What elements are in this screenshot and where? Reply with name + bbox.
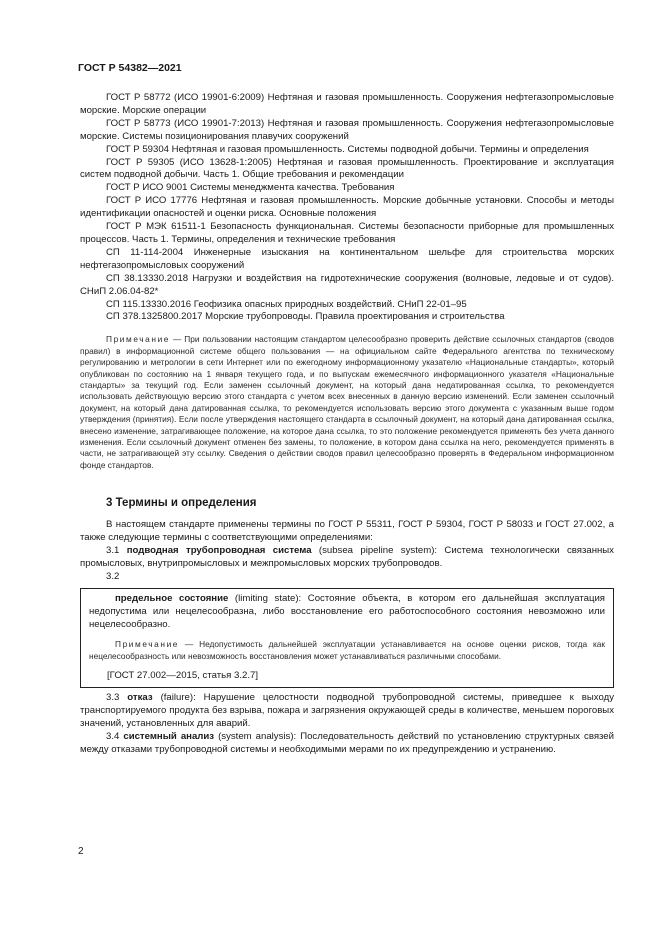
page-content (80, 92, 614, 757)
reference-item: ГОСТ Р 59305 (ИСО 13628-1:2005) Нефтяная и газовая промышленность. Проектирование и эксплуатация систем подводной добычи. Часть 1. Общие требования и рекомендации (80, 156, 614, 181)
term-source: [ГОСТ 27.002—2015, статья 3.2.7] (107, 670, 258, 682)
reference-item: СП 378.1325800.2017 Морские трубопроводы. Правила проектирования и строительства (106, 311, 505, 323)
term-definition: (system analysis): Последовательность действий по установлению структурных связей между отказами трубопроводной системы и необходимыми мерами по их предупреждению и устранению. (80, 730, 614, 755)
reference-item: СП 11-114-2004 Инженерные изыскания на континентальном шельфе для строительства морских нефтегазопромысловых сооружений (80, 246, 614, 271)
reference-item: ГОСТ Р 58772 (ИСО 19901-6:2009) Нефтяная и газовая промышленность. Сооружения нефтегазопромысловые морские. Морские операции (80, 92, 614, 116)
section-intro: В настоящем стандарте применены термины по ГОСТ Р 55311, ГОСТ Р 59304, ГОСТ Р 58033 и ГОСТ 27.002, а также следующие термины с соответствующими определениями: (80, 519, 614, 544)
section-title: 3 Термины и определения (106, 497, 257, 510)
reference-item: ГОСТ Р ИСО 17776 Нефтяная и газовая промышленность. Морские добычные установки. Способы и методы идентификации опасностей и оценки риска. Основные положения (80, 195, 614, 220)
term-definition: (limiting state): Состояние объекта, в котором его дальнейшая эксплуатация недопустима или нецелесообразна, либо восстановление его работоспособного состояния невозможно или нецелесообразно. (89, 592, 605, 630)
document-header: ГОСТ Р 54382—2021 (78, 62, 182, 74)
term-number: 3.3 (106, 692, 120, 704)
references-list (80, 92, 614, 324)
reference-item: СП 38.13330.2018 Нагрузки и воздействия на гидротехнические сооружения (волновые, ледовые и от судов). СНиП 2.06.04-82* (80, 272, 614, 297)
reference-item: ГОСТ Р ИСО 9001 Системы менеджмента качества. Требования (106, 182, 395, 194)
term-3-1 (80, 545, 614, 571)
term-definition: (subsea pipeline system): Система технологически связанных промысловых, внутрипромысловых и межпромысловых морских трубопроводов. (80, 545, 614, 569)
reference-item: ГОСТ Р 58773 (ИСО 19901-7:2013) Нефтяная и газовая промышленность. Сооружения нефтегазопромысловые морские. Системы позиционирования плавучих сооружений (80, 117, 614, 142)
term-definition: (failure): Нарушение целостности подводной трубопроводной системы, приведшее к выходу транспортируемого продукта без взрыва, пожара и загрязнения окружающей среды в количестве, меньшем пороговых значений, установленных для аварий. (80, 692, 614, 730)
note-label: Примечание (106, 334, 171, 345)
page-number: 2 (78, 846, 84, 857)
term-3-2-box (80, 589, 614, 689)
term-3-2-note (89, 639, 605, 662)
note-label: Примечание (115, 639, 180, 650)
note-text: — Недопустимость дальнейшей эксплуатации устанавливается на основе оценки рисков, тогда как нецелесообразность или невозможность восстановления может устанавливаться различными способами. (89, 639, 606, 661)
reference-item: ГОСТ Р 59304 Нефтяная и газовая промышленность. Системы подводной добычи. Термины и определения (106, 143, 589, 155)
reference-item: ГОСТ Р МЭК 61511-1 Безопасность функциональная. Системы безопасности приборные для промышленных процессов. Часть 1. Термины, определения и технические требования (80, 221, 614, 245)
term-name: отказ (127, 692, 153, 704)
term-3-3 (80, 692, 614, 731)
note-text: — При пользовании настоящим стандартом целесообразно проверить действие ссылочных стандартов (сводов правил) в информационной системе общего пользования — на официальном сайте Федерального агентства по техническому регулированию и метрологии в сети Интернет или по ежегодному информационному указателю «Национальные стандарты», который опубликован по состоянию на 1 января текущего года, и по выпускам ежемесячного информационного указателя «Национальные стандарты» за текущий год. Если заменен ссылочный документ, на который дана недатированная ссылка, то рекомендуется использовать действующую версию этого стандарта с учетом всех внесенных в данную версию изменений. Если заменен ссылочный документ, на который дана датированная ссылка, то рекомендуется использовать версию этого документа с указанным выше годом утверждения (принятия). Если после утверждения настоящего стандарта в ссылочный документ, на который дана датированная ссылка, внесено изменение, затрагивающее положение, на которое дана ссылка, то это положение рекомендуется применять без учета данного изменения. Если ссылочный документ отменен без замены, то положение, в котором дана ссылка на него, рекомендуется применять в части, не затрагивающей эту ссылку. Сведения о действии сводов правил целесообразно проверять в Федеральном информационном фонде стандартов. (80, 334, 614, 470)
term-number: 3.4 (106, 730, 120, 742)
reference-item: СП 115.13330.2016 Геофизика опасных природных воздействий. СНиП 22-01–95 (106, 298, 467, 310)
references-note (80, 334, 614, 471)
term-number-3-2: 3.2 (106, 570, 120, 582)
term-3-4 (80, 731, 614, 757)
term-number: 3.1 (106, 545, 120, 556)
term-name: предельное состояние (115, 592, 229, 604)
term-name: подводная трубопроводная система (126, 545, 312, 556)
term-3-2 (89, 593, 605, 632)
term-name: системный анализ (123, 730, 215, 742)
